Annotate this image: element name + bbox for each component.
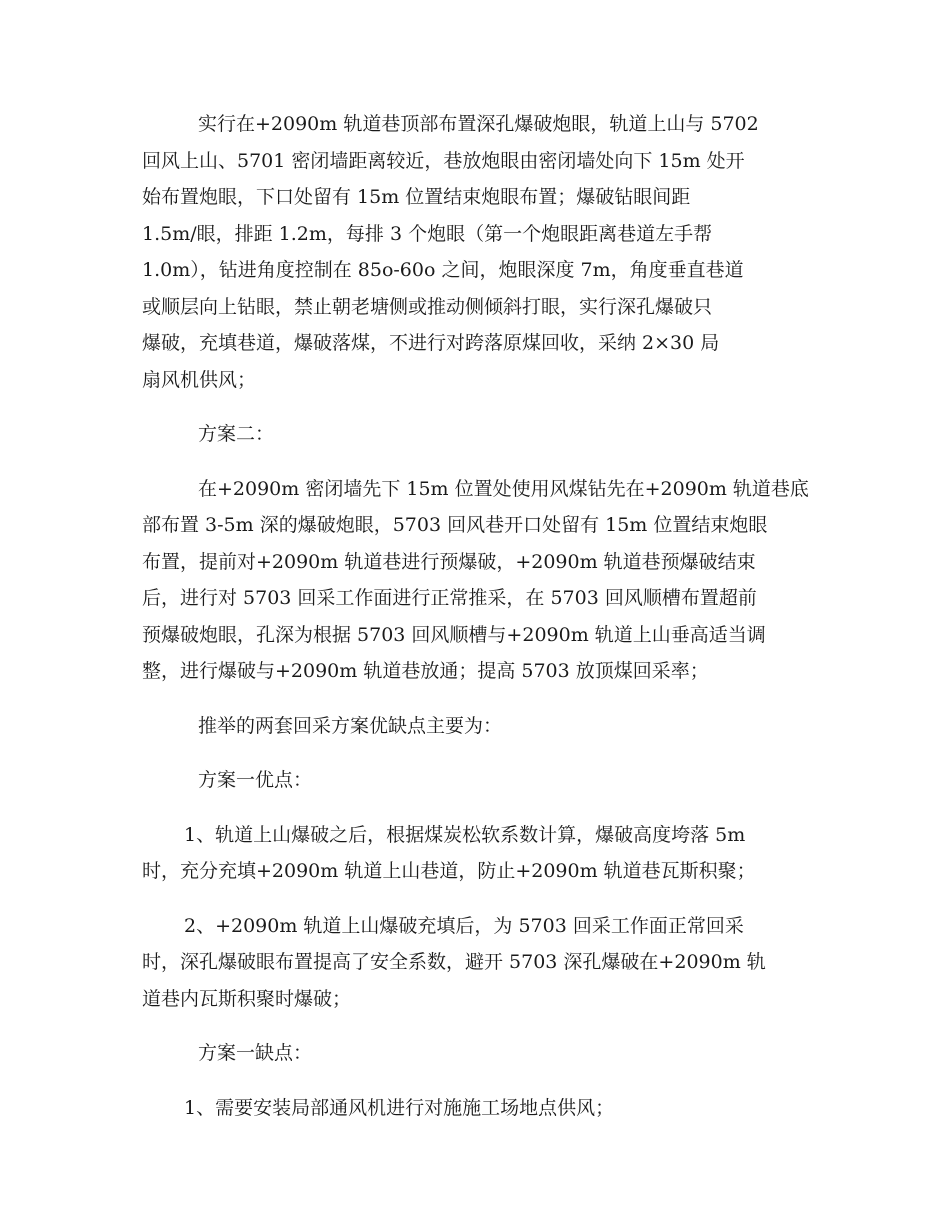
text-line: 回风上山、5701 密闭墙距离较近，巷放炮眼由密闭墙处向下 15m 处开 bbox=[142, 149, 745, 172]
text-line: 时，充分充填+2090m 轨道上山巷道，防止+2090m 轨道巷瓦斯积聚； bbox=[142, 860, 756, 882]
advantage-item-1 bbox=[142, 817, 814, 890]
paragraph-scheme-one-description bbox=[142, 106, 814, 398]
text-line: 1、轨道上山爆破之后，根据煤炭松软系数计算，爆破高度垮落 5m bbox=[184, 823, 746, 846]
disadvantage-item-1 bbox=[142, 1090, 814, 1127]
text-line: 整，进行爆破与+2090m 轨道巷放通；提高 5703 放顶煤回采率； bbox=[142, 660, 709, 682]
paragraph-comparison-intro bbox=[142, 708, 814, 745]
text-line: 布置，提前对+2090m 轨道巷进行预爆破，+2090m 轨道巷预爆破结束 bbox=[142, 550, 756, 573]
text-line: 1、需要安装局部通风机进行对施施工场地点供风； bbox=[184, 1096, 615, 1119]
text-line: 预爆破炮眼，孔深为根据 5703 回风顺槽与+2090m 轨道上山垂高适当调 bbox=[142, 623, 766, 646]
advantage-item-2 bbox=[142, 908, 814, 1018]
text-line: 2、+2090m 轨道上山爆破充填后，为 5703 回采工作面正常回采 bbox=[184, 914, 744, 937]
heading-scheme-one-disadvantages bbox=[142, 1035, 814, 1072]
text-line: 部布置 3-5m 深的爆破炮眼，5703 回风巷开口处留有 15m 位置结束炮眼 bbox=[142, 514, 768, 536]
text-line: 方案二： bbox=[198, 423, 275, 445]
paragraph-scheme-two-description bbox=[142, 471, 814, 690]
text-line: 扇风机供风； bbox=[142, 368, 257, 391]
text-line: 爆破，充填巷道，爆破落煤，不进行对跨落原煤回收，采纳 2×30 局 bbox=[142, 332, 720, 354]
heading-scheme-one-advantages bbox=[142, 762, 814, 799]
text-line: 1.0m），钻进角度控制在 85o-60o 之间，炮眼深度 7m，角度垂直巷道 bbox=[142, 259, 744, 281]
text-line: 方案一优点： bbox=[198, 769, 313, 791]
text-line: 或顺层向上钻眼，禁止朝老塘侧或推动侧倾斜打眼，实行深孔爆破只 bbox=[142, 295, 713, 318]
text-line: 推举的两套回采方案优缺点主要为： bbox=[198, 714, 503, 737]
text-line: 始布置炮眼，下口处留有 15m 位置结束炮眼布置；爆破钻眼间距 bbox=[142, 186, 691, 208]
text-line: 在+2090m 密闭墙先下 15m 位置处使用风煤钻先在+2090m 轨道巷底 bbox=[198, 477, 809, 500]
text-line: 时，深孔爆破眼布置提高了安全系数，避开 5703 深孔爆破在+2090m 轨 bbox=[142, 951, 766, 973]
text-line: 1.5m/眼，排距 1.2m，每排 3 个炮眼（第一个炮眼距离巷道左手帮 bbox=[142, 222, 713, 245]
text-line: 后，进行对 5703 回采工作面进行正常推采，在 5703 回风顺槽布置超前 bbox=[142, 587, 757, 609]
heading-scheme-two bbox=[142, 416, 814, 453]
text-line: 道巷内瓦斯积聚时爆破； bbox=[142, 987, 352, 1010]
text-line: 方案一缺点： bbox=[198, 1042, 313, 1064]
document-body bbox=[142, 106, 814, 1144]
text-line: 实行在+2090m 轨道巷顶部布置深孔爆破炮眼，轨道上山与 5702 bbox=[198, 113, 759, 135]
